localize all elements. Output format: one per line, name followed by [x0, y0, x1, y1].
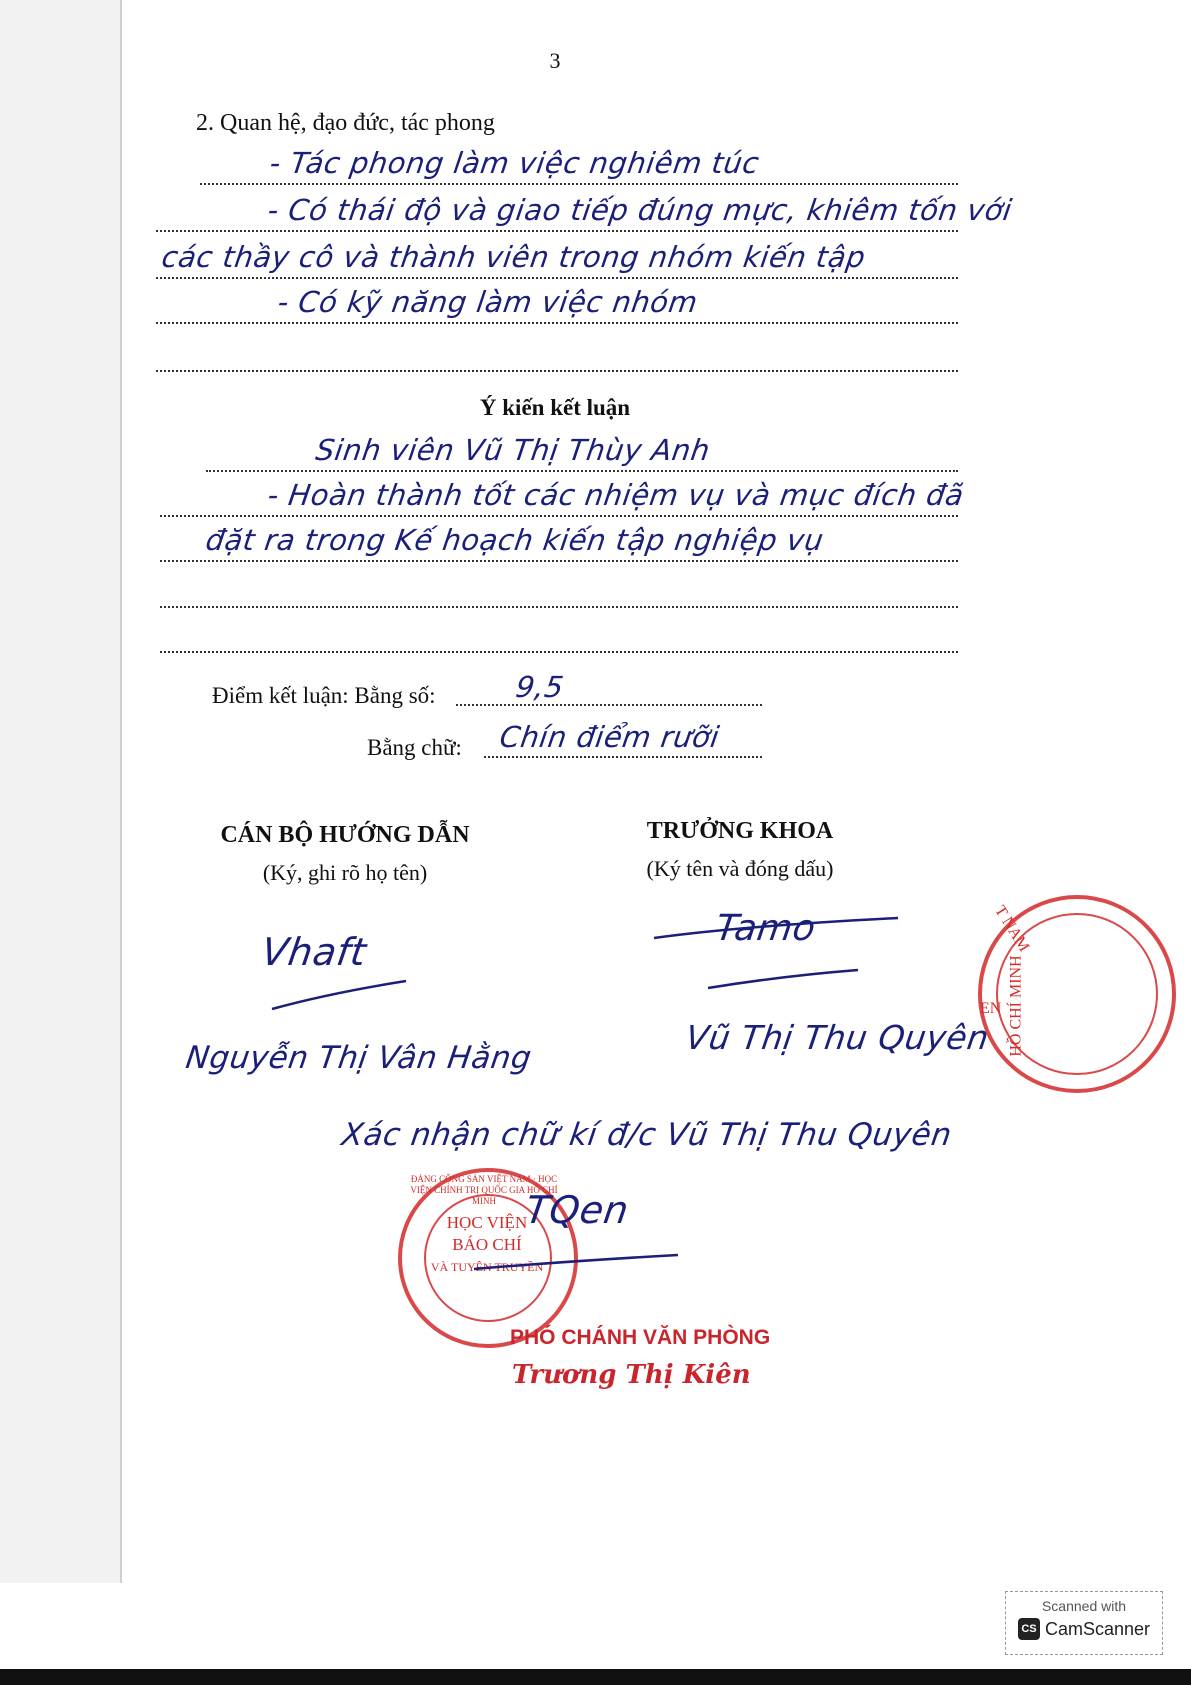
handwritten-line: - Có kỹ năng làm việc nhóm	[275, 285, 700, 319]
academy-stamp-center: HỌC VIỆN BÁO CHÍ VÀ TUYÊN TRUYỀN	[430, 1213, 544, 1274]
handwritten-line: - Tác phong làm việc nghiêm túc	[267, 146, 762, 180]
dotted-line	[200, 183, 958, 185]
watermark-brand: CamScanner	[1044, 1618, 1151, 1639]
academy-stamp-outer: ĐẢNG CỘNG SẢN VIỆT NAM · HỌC VIỆN CHÍNH TRỊ QUỐC GIA HỒ CHÍ MINH	[410, 1174, 558, 1206]
dotted-line	[160, 651, 958, 653]
advisor-signature-stroke	[270, 975, 410, 1015]
handwritten-line: - Có thái độ và giao tiếp đúng mực, khiêm tốn với	[265, 193, 1015, 227]
confirmation-note: Xác nhận chữ kí đ/c Vũ Thị Thu Quyên	[339, 1117, 955, 1153]
camscanner-icon: CS	[1018, 1618, 1040, 1640]
office-position: PHÓ CHÁNH VĂN PHÒNG	[510, 1326, 771, 1349]
dotted-line	[456, 704, 762, 706]
dotted-line	[160, 560, 958, 562]
conclusion-heading: Ý kiến kết luận	[479, 395, 631, 420]
dotted-line	[160, 515, 958, 517]
dean-title: TRƯỞNG KHOA	[646, 818, 834, 844]
dotted-line	[156, 230, 958, 232]
score-number-label: Điểm kết luận: Bằng số:	[212, 683, 436, 708]
dotted-line	[484, 756, 762, 758]
score-words-value: Chín điểm rưỡi	[497, 720, 722, 754]
handwritten-line: Sinh viên Vũ Thị Thùy Anh	[313, 433, 713, 467]
dotted-line	[156, 370, 958, 372]
scan-bottom-border	[0, 1669, 1191, 1685]
faculty-stamp-text: T NAM	[991, 902, 1033, 955]
advisor-signature: Vhaft	[258, 930, 370, 974]
scanner-watermark	[1005, 1591, 1163, 1655]
handwritten-line: - Hoàn thành tốt các nhiệm vụ và mục đích đã	[265, 478, 967, 512]
confirmation-signature-stroke	[470, 1225, 690, 1275]
section-title: 2. Quan hệ, đạo đức, tác phong	[196, 110, 495, 136]
faculty-stamp-text: EN	[980, 1000, 1002, 1017]
scan-gutter	[0, 0, 122, 1583]
page-number: 3	[549, 48, 561, 73]
office-name: Trương Thị Kiên	[512, 1360, 751, 1390]
advisor-title: CÁN BỘ HƯỚNG DẪN	[220, 822, 470, 848]
dotted-line	[156, 322, 958, 324]
faculty-stamp-text: HỒ CHÍ MINH	[1007, 955, 1025, 1057]
confirmation-signature: TQen	[522, 1188, 632, 1232]
handwritten-line: các thầy cô và thành viên trong nhóm kiến tập	[159, 240, 868, 274]
advisor-name: Nguyễn Thị Vân Hằng	[183, 1040, 534, 1076]
dean-name: Vũ Thị Thu Quyên	[683, 1018, 992, 1057]
advisor-note: (Ký, ghi rõ họ tên)	[262, 860, 428, 885]
dotted-line	[206, 470, 958, 472]
watermark-caption: Scanned with	[1041, 1598, 1127, 1614]
dean-signature: Tamo	[713, 908, 819, 949]
score-words-label: Bằng chữ:	[367, 735, 462, 760]
dean-note: (Ký tên và đóng dấu)	[646, 856, 834, 881]
handwritten-line: đặt ra trong Kế hoạch kiến tập nghiệp vụ	[203, 523, 826, 557]
dotted-line	[156, 277, 958, 279]
dotted-line	[160, 606, 958, 608]
score-number-value: 9,5	[513, 670, 567, 704]
